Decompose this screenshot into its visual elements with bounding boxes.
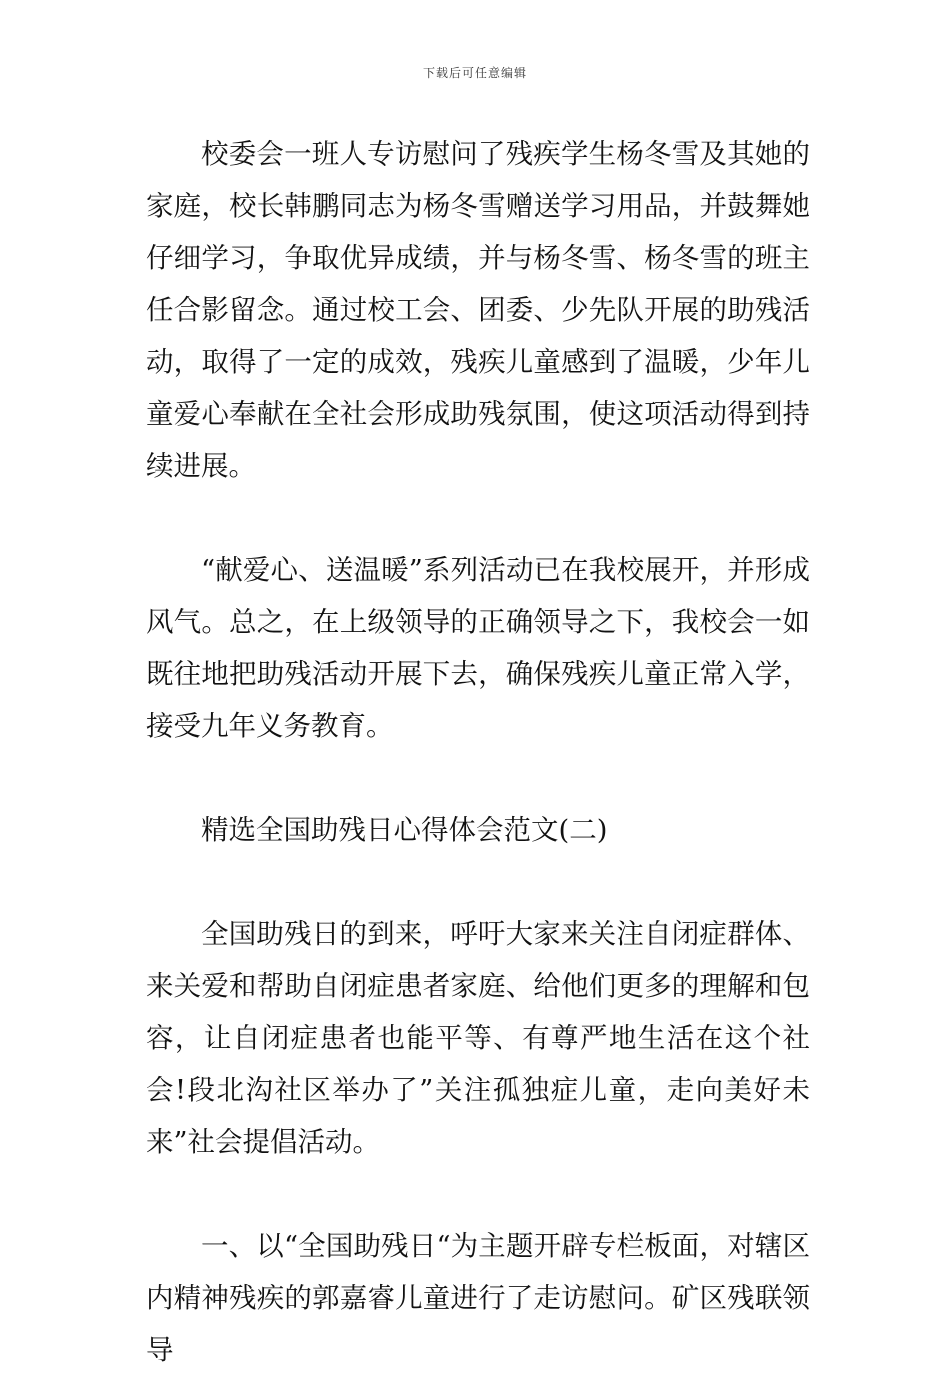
- section-heading: 精选全国助残日心得体会范文(二): [201, 814, 608, 846]
- paragraph-visit-student: 校委会一班人专访慰问了残疾学生杨冬雪及其她的家庭，校长韩鹏同志为杨冬雪赠送学习用品，并鼓舞她仔细学习，争取优异成绩，并与杨冬雪、杨冬雪的班主任合影留念。通过校工会、团委、少先队开展的助残活动，取得了一定的成效，残疾儿童感到了温暖，少年儿童爱心奉献在全社会形成助残氛围，使这项活动得到持续进展。: [146, 138, 810, 482]
- document-body: [146, 128, 810, 1376]
- header-note: 下载后可任意编辑: [422, 66, 527, 80]
- paragraph-autism-awareness: 全国助残日的到来，呼吁大家来关注自闭症群体、来关爱和帮助自闭症患者家庭、给他们更多的理解和包容，让自闭症患者也能平等、有尊严地生活在这个社会!段北沟社区举办了”关注孤独症儿童，走向美好未来”社会提倡活动。: [146, 918, 810, 1158]
- paragraph-activity-summary: “献爱心、送温暖”系列活动已在我校展开，并形成风气。总之，在上级领导的正确领导之下，我校会一如既往地把助残活动开展下去，确保残疾儿童正常入学，接受九年义务教育。: [146, 554, 810, 742]
- paragraph-item-one: 一、以“全国助残日“为主题开辟专栏板面，对辖区内精神残疾的郭嘉睿儿童进行了走访慰问。矿区残联领导: [146, 1230, 810, 1366]
